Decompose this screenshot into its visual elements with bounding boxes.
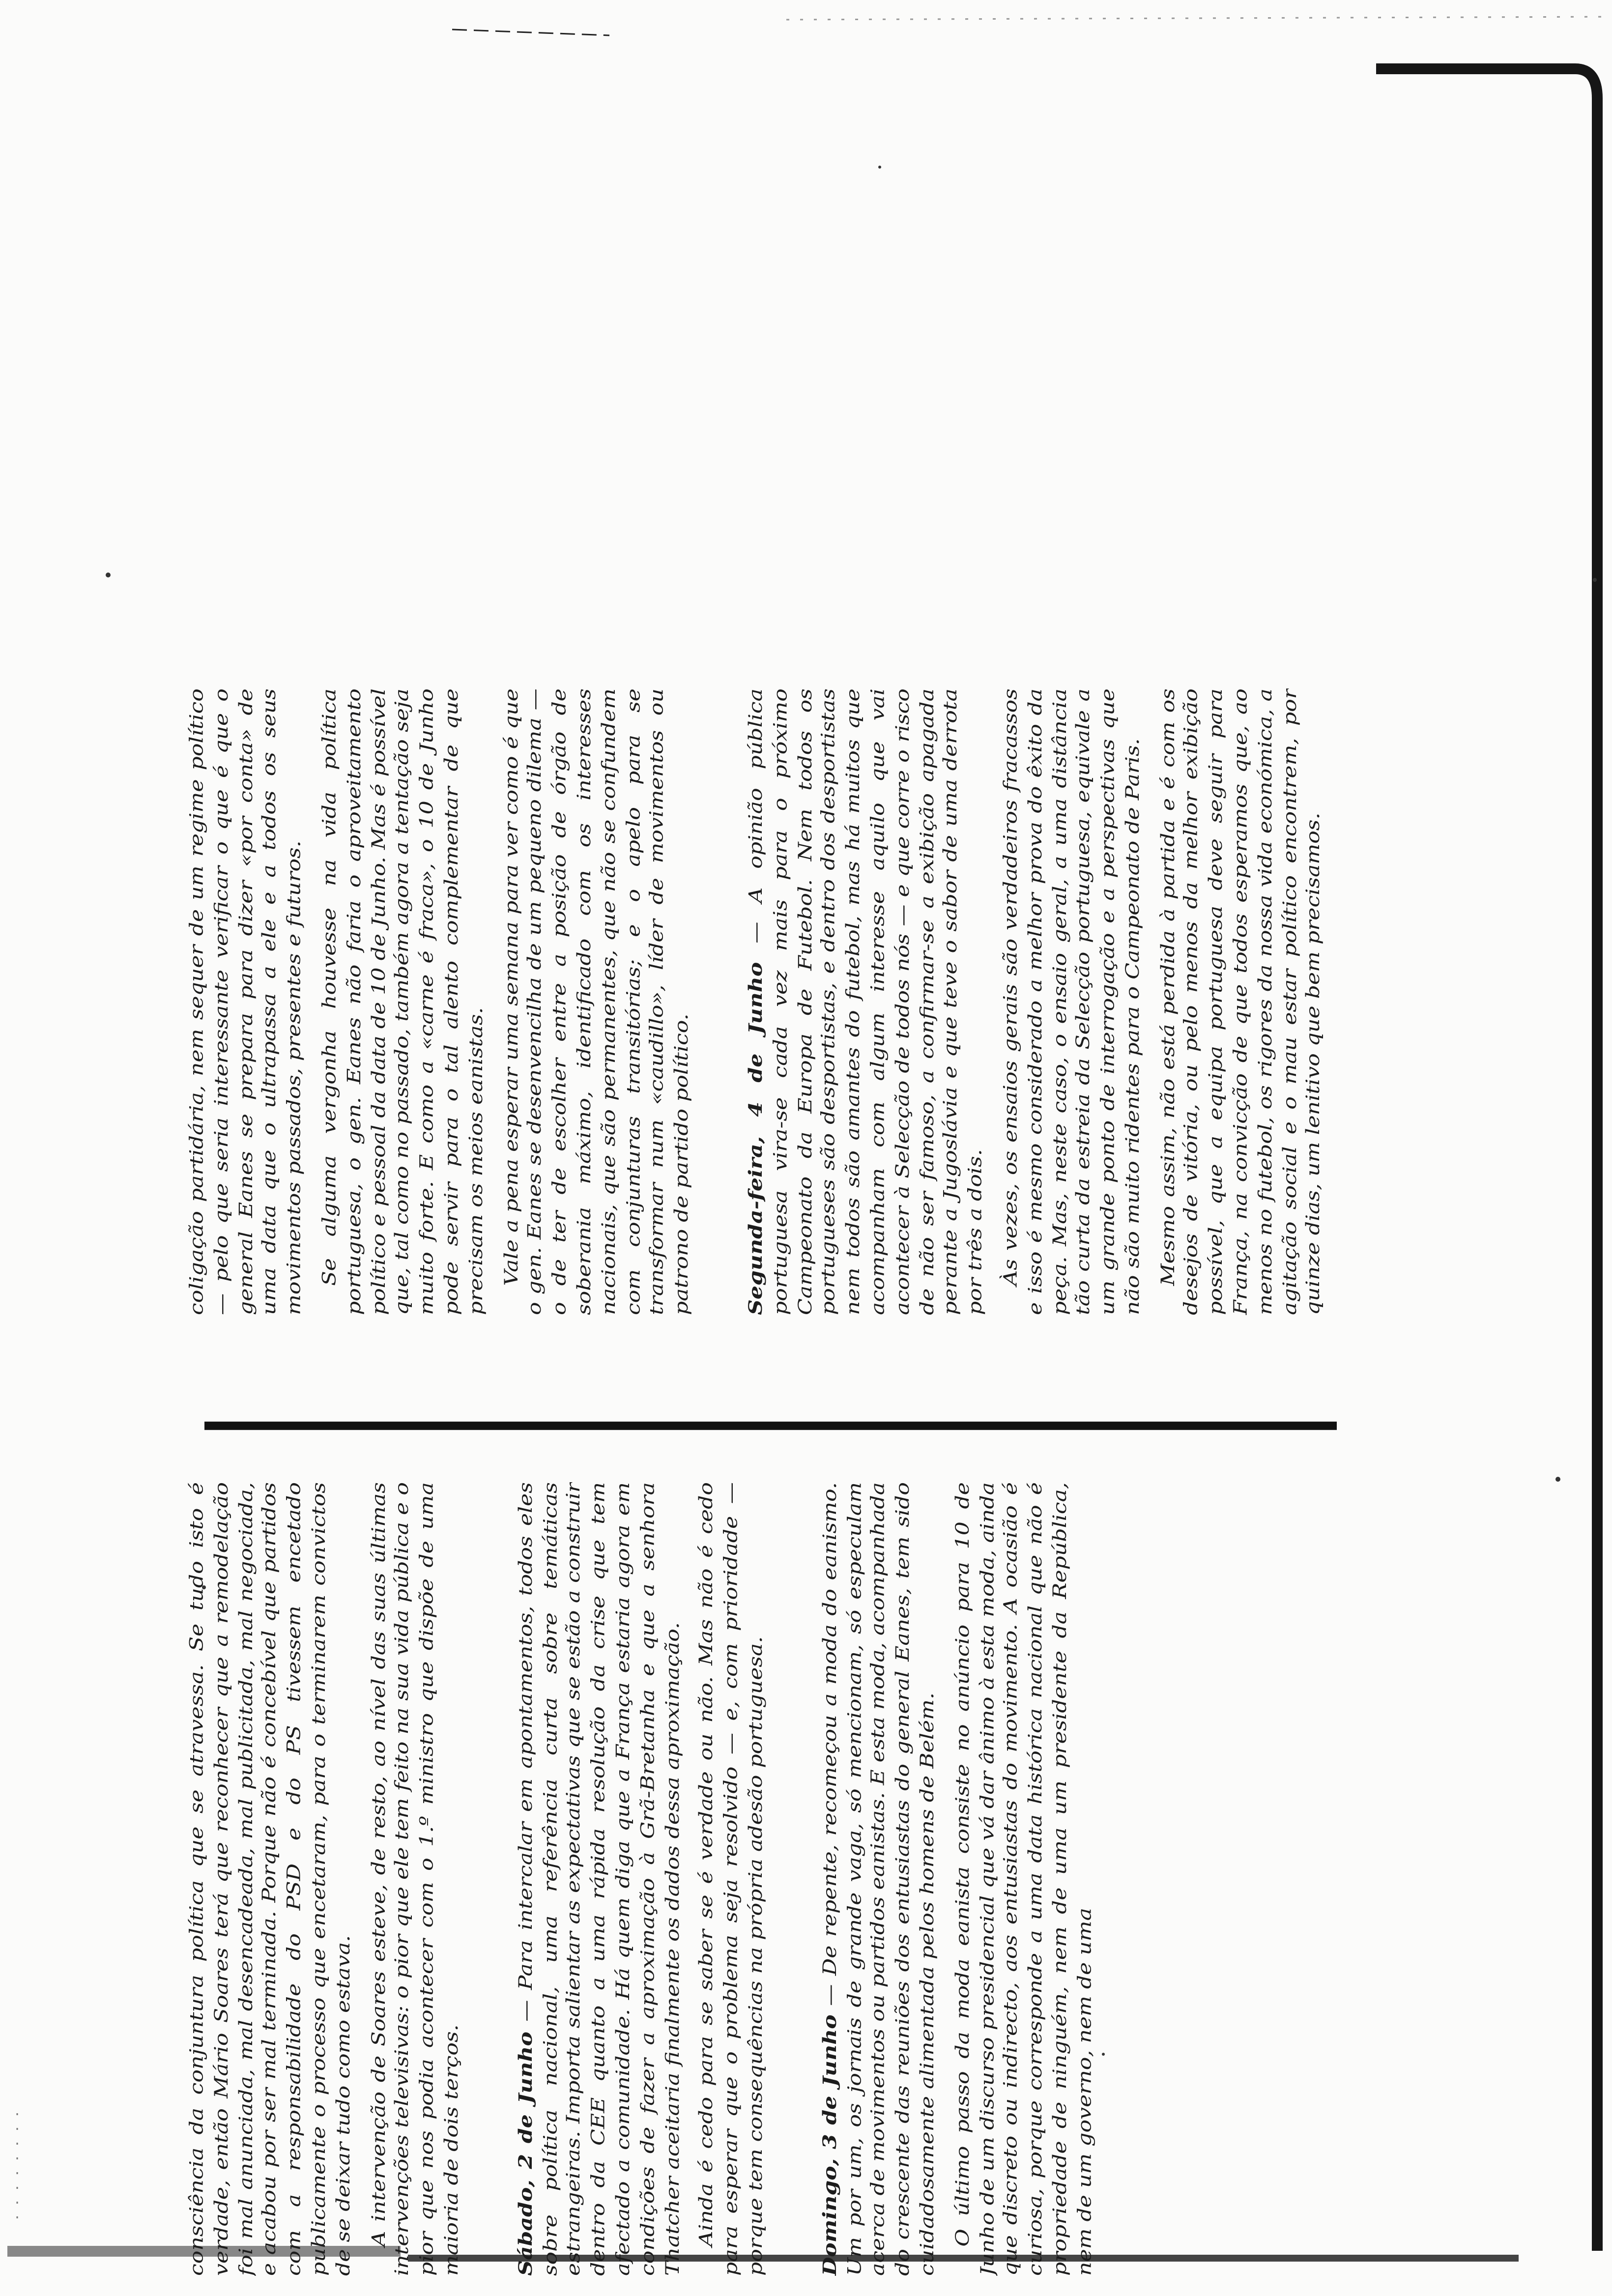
- article-sheet: [187, 0, 1425, 2296]
- col2-paragraph-1: consciência da conjuntura política que se atravessa. Se tudo isto é verdade, então Mário Soares terá que reconhecer que a remodelação foi mal anunciada, mal desencadeada, mal publicitada, mal negociada, e acabou por ser mal terminada. Porque não é concebível que partidos com a responsabilidade do PSD e do PS tivessem encetado publicamente o processo que encetaram, para o terminarem convictos de se deixar tudo como estava.: [187, 1482, 355, 2276]
- col3-paragraph-3: Vale a pena esperar uma semana para ver como é que o gen. Eanes se desenvencilha de um pequeno dilema — o de ter de escolher entre a posição de órgão de soberania máximo, identificado com os interesses nacionais, que são permanentes, que não se confundem com conjunturas transitórias; e o apelo para se transformar num «caudillo», líder de movimentos ou patrono de partido político.: [501, 689, 693, 1315]
- day-heading-sunday: Domingo, 3 de Junho: [819, 2014, 841, 2276]
- entry-monday: [746, 689, 990, 1315]
- col2-paragraph-5: Ainda é cedo para se saber se é verdade ou não. Mas não é cedo para esperar que o problema seja resolvido — e, com prioridade — porque tem consequências na própria adesão portuguesa.: [697, 1482, 767, 2276]
- col3-paragraph-6: Às vezes, os ensaios gerais são verdadeiros fracassos e isso é mesmo considerado a melhor prova do êxito da peça. Mas, neste caso, o ensaio geral, a uma distância tão curta da estreia da Selecção portuguesa, equivale a um grande ponto de interrogação e a perspectivas que não são muito ridentes para o Campeonato de Paris.: [1000, 689, 1144, 1315]
- col3-paragraph-7: Mesmo assim, não está perdida à partida e é com os desejos de vitória, ou pelo menos da melhor exibição possível, que a equipa portuguesa deve seguir para França, na convicção de que todos esperamos que, ao menos no futebol, os rigores da nossa vida económica, a agitação social e o mau estar político encontrem, por quinze dias, um lenitivo que bem precisamos.: [1157, 689, 1325, 1315]
- col3-paragraph-1: coligação partidária, nem sequer de um regime político — pelo que seria interessante verificar o que é que o general Eanes se prepara para dizer «por conta» de uma data que o ultrapassa a ele e a todos os seus movimentos passados, presentes e futuros.: [187, 689, 306, 1315]
- entry-sunday-text: — De repente, recomeçou a moda do eanismo. Um por um, os jornais de grande vaga, só mencionam, só especulam acerca de movimentos ou partidos eanistas. E esta moda, acompanhada do crescente das reuniões dos entusiastas do general Eanes, tem sido cuidadosamente alimentada pelos homens de Belém.: [819, 1482, 939, 2276]
- day-heading-saturday: Sábado, 2 de Junho: [515, 2032, 537, 2276]
- section-gap: [781, 1482, 820, 2276]
- column-2: [187, 1482, 1425, 2276]
- day-heading-monday: Segunda-feira, 4 de Junho: [746, 962, 767, 1315]
- entry-monday-text: — A opinião pública portuguesa vira-se cada vez mais para o próximo Campeonato da Europa de Futebol. Nem todos os portugueses são desportistas, e dentro dos desportistas nem todos são amantes do futebol, mas há muitos que acompanham com algum interesse aquilo que vai acontecer à Selecção de todos nós — e que corre o risco de não ser famoso, a confirmar-se a exibição apagada perante a Jugoslávia e que teve o sabor de uma derrota por três a dois.: [746, 689, 987, 1315]
- column-3: [187, 689, 1425, 1315]
- entry-saturday-text: — Para intercalar em apontamentos, todos eles sobre política nacional, uma referência curta sobre temáticas estrangeiras. Importa salientar as expectativas que se estão a construir dentro da CEE quanto a uma rápida resolução da crise que tem afectado a comunidade. Há quem diga que a França estaria agora em condições de fazer a aproximação à Grã-Bretanha e que a senhora Thatcher aceitaria finalmente os dados dessa aproximação.: [515, 1482, 683, 2276]
- col2-paragraph-2: A intervenção de Soares esteve, de resto, ao nível das suas últimas intervenções televisivas: o pior que ele tem feito na sua vida pública e o pior que nos podia acontecer com o 1.º ministro que dispõe de uma maioria de dois terços.: [368, 1482, 463, 2276]
- col3-paragraph-2: Se alguma vergonha houvesse na vida política portuguesa, o gen. Eanes não faria o aproveitamento político e pessoal da data de 10 de Junho. Mas é possível que, tal como no passado, também agora a tentação seja muito forte. E como a «carne é fraca», o 10 de Junho pode servir para o tal alento complementar de que precisam os meios eanistas.: [319, 689, 488, 1315]
- entry-saturday: [516, 1482, 687, 2276]
- section-gap: [477, 1482, 516, 2276]
- entry-sunday: [820, 1482, 942, 2276]
- col2-paragraph-8: O último passo da moda eanista consiste no anúncio para 10 de Junho de um discurso presidencial que vá dar ânimo à esta moda, ainda que discreto ou indirecto, aos entusiastas do movimento. A ocasião é curiosa, porque corresponde a uma data histórica nacional que não é propriedade de ninguém, nem de uma um presidente da República, nem de um governo, nem de uma: [952, 1482, 1096, 2276]
- column-divider: [204, 1422, 1337, 1430]
- section-gap: [707, 689, 746, 1315]
